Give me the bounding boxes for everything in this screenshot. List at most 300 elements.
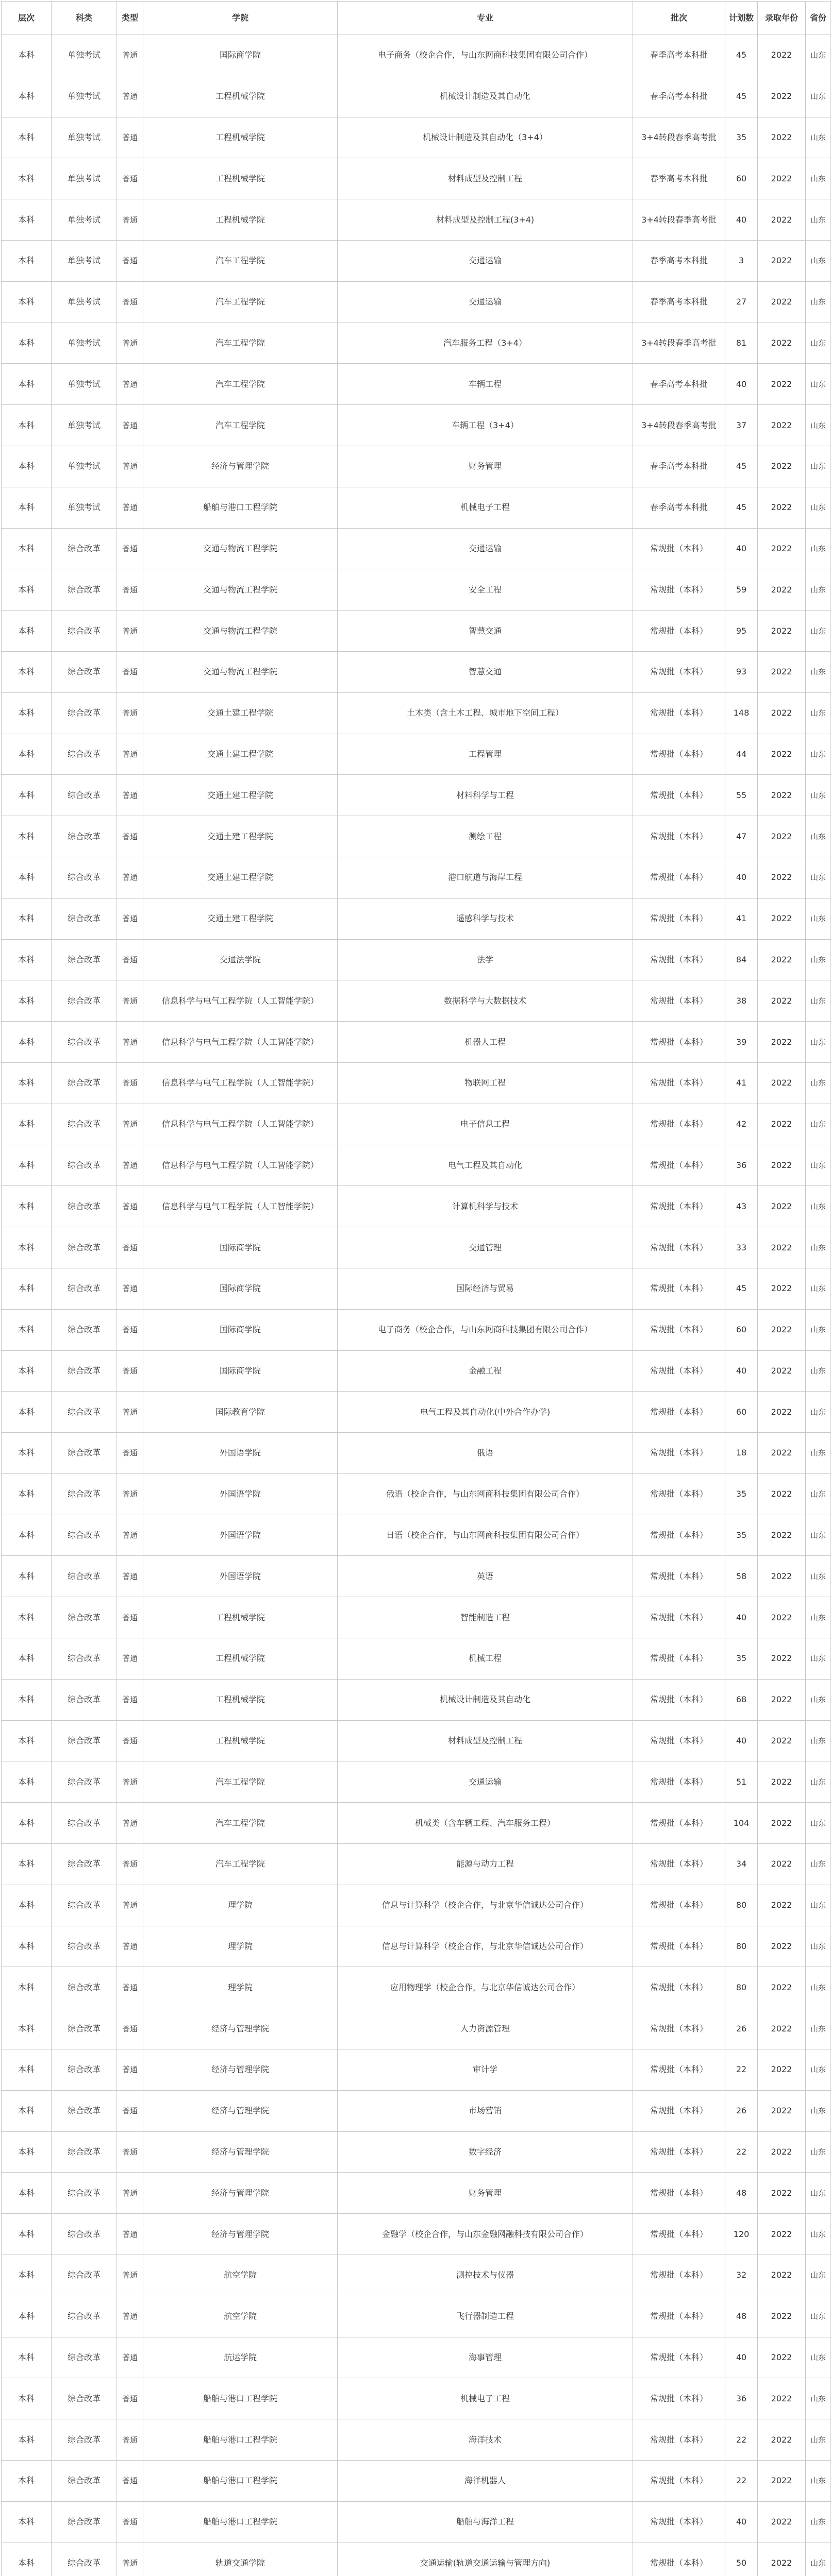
category-cell: 综合改革 — [52, 1392, 117, 1433]
category-cell: 综合改革 — [52, 528, 117, 569]
province-cell: 山东 — [806, 1104, 831, 1145]
year-cell: 2022 — [758, 2173, 806, 2214]
type-cell: 普通 — [117, 1268, 143, 1309]
college-cell: 交通与物流工程学院 — [143, 528, 338, 569]
plan-count-cell: 22 — [725, 2049, 758, 2091]
batch-cell: 春季高考本科批 — [633, 35, 725, 76]
plan-count-cell: 35 — [725, 1515, 758, 1556]
batch-cell: 常规批（本科） — [633, 569, 725, 611]
batch-cell: 3+4转段春季高考批 — [633, 117, 725, 158]
college-cell: 交通与物流工程学院 — [143, 569, 338, 611]
batch-cell: 常规批（本科） — [633, 1720, 725, 1761]
province-cell: 山东 — [806, 1268, 831, 1309]
category-cell: 单独考试 — [52, 117, 117, 158]
level-cell: 本科 — [2, 569, 52, 611]
college-cell: 信息科学与电气工程学院（人工智能学院） — [143, 1186, 338, 1227]
category-cell: 综合改革 — [52, 2461, 117, 2502]
column-header-batch: 批次 — [633, 2, 725, 35]
type-cell: 普通 — [117, 405, 143, 446]
type-cell: 普通 — [117, 2049, 143, 2091]
batch-cell: 春季高考本科批 — [633, 158, 725, 199]
category-cell: 综合改革 — [52, 1350, 117, 1392]
level-cell: 本科 — [2, 1186, 52, 1227]
province-cell: 山东 — [806, 487, 831, 528]
year-cell: 2022 — [758, 405, 806, 446]
year-cell: 2022 — [758, 816, 806, 857]
year-cell: 2022 — [758, 199, 806, 241]
table-row — [2, 1967, 831, 2008]
year-cell: 2022 — [758, 1967, 806, 2008]
year-cell: 2022 — [758, 281, 806, 323]
province-cell: 山东 — [806, 1309, 831, 1350]
type-cell: 普通 — [117, 1104, 143, 1145]
major-cell: 国际经济与贸易 — [338, 1268, 633, 1309]
table-row — [2, 1104, 831, 1145]
year-cell: 2022 — [758, 528, 806, 569]
college-cell: 信息科学与电气工程学院（人工智能学院） — [143, 1104, 338, 1145]
batch-cell: 常规批（本科） — [633, 2337, 725, 2378]
level-cell: 本科 — [2, 939, 52, 980]
college-cell: 汽车工程学院 — [143, 281, 338, 323]
table-row — [2, 323, 831, 364]
level-cell: 本科 — [2, 898, 52, 939]
major-cell: 机械类（含车辆工程、汽车服务工程） — [338, 1803, 633, 1844]
college-cell: 交通土建工程学院 — [143, 692, 338, 734]
college-cell: 交通法学院 — [143, 939, 338, 980]
batch-cell: 常规批（本科） — [633, 2214, 725, 2255]
major-cell: 市场营销 — [338, 2090, 633, 2131]
batch-cell: 常规批（本科） — [633, 1186, 725, 1227]
province-cell: 山东 — [806, 1227, 831, 1268]
batch-cell: 常规批（本科） — [633, 1844, 725, 1885]
type-cell: 普通 — [117, 816, 143, 857]
plan-count-cell: 40 — [725, 199, 758, 241]
level-cell: 本科 — [2, 1268, 52, 1309]
batch-cell: 常规批（本科） — [633, 1022, 725, 1063]
table-row — [2, 1227, 831, 1268]
category-cell: 综合改革 — [52, 2501, 117, 2543]
year-cell: 2022 — [758, 2337, 806, 2378]
major-cell: 法学 — [338, 939, 633, 980]
batch-cell: 常规批（本科） — [633, 734, 725, 775]
level-cell: 本科 — [2, 1104, 52, 1145]
type-cell: 普通 — [117, 1515, 143, 1556]
plan-count-cell: 22 — [725, 2131, 758, 2173]
college-cell: 航空学院 — [143, 2255, 338, 2296]
plan-count-cell: 148 — [725, 692, 758, 734]
table-row — [2, 1885, 831, 1926]
major-cell: 应用物理学（校企合作，与北京华信诚达公司合作） — [338, 1967, 633, 2008]
province-cell: 山东 — [806, 1186, 831, 1227]
college-cell: 交通土建工程学院 — [143, 816, 338, 857]
category-cell: 综合改革 — [52, 1679, 117, 1720]
type-cell: 普通 — [117, 1844, 143, 1885]
major-cell: 电气工程及其自动化 — [338, 1145, 633, 1186]
year-cell: 2022 — [758, 1309, 806, 1350]
province-cell: 山东 — [806, 158, 831, 199]
college-cell: 航空学院 — [143, 2296, 338, 2337]
type-cell: 普通 — [117, 898, 143, 939]
table-row — [2, 364, 831, 405]
table-row — [2, 2214, 831, 2255]
year-cell: 2022 — [758, 775, 806, 816]
province-cell: 山东 — [806, 1145, 831, 1186]
year-cell: 2022 — [758, 2008, 806, 2049]
level-cell: 本科 — [2, 980, 52, 1022]
type-cell: 普通 — [117, 1392, 143, 1433]
province-cell: 山东 — [806, 2008, 831, 2049]
year-cell: 2022 — [758, 1803, 806, 1844]
year-cell: 2022 — [758, 2214, 806, 2255]
plan-count-cell: 40 — [725, 2337, 758, 2378]
level-cell: 本科 — [2, 2090, 52, 2131]
level-cell: 本科 — [2, 857, 52, 898]
table-row — [2, 569, 831, 611]
table-row — [2, 528, 831, 569]
year-cell: 2022 — [758, 2131, 806, 2173]
college-cell: 外国语学院 — [143, 1433, 338, 1474]
batch-cell: 常规批（本科） — [633, 816, 725, 857]
college-cell: 汽车工程学院 — [143, 1844, 338, 1885]
column-header-level: 层次 — [2, 2, 52, 35]
province-cell: 山东 — [806, 1844, 831, 1885]
year-cell: 2022 — [758, 2501, 806, 2543]
plan-count-cell: 59 — [725, 569, 758, 611]
category-cell: 综合改革 — [52, 898, 117, 939]
level-cell: 本科 — [2, 2501, 52, 2543]
category-cell: 单独考试 — [52, 364, 117, 405]
major-cell: 金融工程 — [338, 1350, 633, 1392]
batch-cell: 常规批（本科） — [633, 1885, 725, 1926]
province-cell: 山东 — [806, 1967, 831, 2008]
level-cell: 本科 — [2, 1309, 52, 1350]
type-cell: 普通 — [117, 1145, 143, 1186]
plan-count-cell: 45 — [725, 1268, 758, 1309]
college-cell: 经济与管理学院 — [143, 2173, 338, 2214]
plan-count-cell: 40 — [725, 857, 758, 898]
table-row — [2, 816, 831, 857]
year-cell: 2022 — [758, 1761, 806, 1803]
college-cell: 汽车工程学院 — [143, 364, 338, 405]
category-cell: 单独考试 — [52, 323, 117, 364]
category-cell: 综合改革 — [52, 2214, 117, 2255]
category-cell: 综合改革 — [52, 2131, 117, 2173]
plan-count-cell: 48 — [725, 2173, 758, 2214]
major-cell: 俄语（校企合作，与山东网商科技集团有限公司合作） — [338, 1473, 633, 1515]
batch-cell: 3+4转段春季高考批 — [633, 199, 725, 241]
college-cell: 船舶与港口工程学院 — [143, 2419, 338, 2461]
major-cell: 机械电子工程 — [338, 2378, 633, 2419]
type-cell: 普通 — [117, 692, 143, 734]
plan-count-cell: 35 — [725, 1473, 758, 1515]
batch-cell: 3+4转段春季高考批 — [633, 405, 725, 446]
plan-count-cell: 50 — [725, 2543, 758, 2576]
category-cell: 单独考试 — [52, 199, 117, 241]
batch-cell: 常规批（本科） — [633, 1515, 725, 1556]
batch-cell: 常规批（本科） — [633, 2008, 725, 2049]
batch-cell: 常规批（本科） — [633, 1350, 725, 1392]
province-cell: 山东 — [806, 651, 831, 692]
table-row — [2, 611, 831, 652]
year-cell: 2022 — [758, 2090, 806, 2131]
plan-count-cell: 26 — [725, 2008, 758, 2049]
type-cell: 普通 — [117, 1638, 143, 1680]
batch-cell: 常规批（本科） — [633, 2419, 725, 2461]
table-row — [2, 487, 831, 528]
college-cell: 交通土建工程学院 — [143, 734, 338, 775]
plan-count-cell: 84 — [725, 939, 758, 980]
level-cell: 本科 — [2, 76, 52, 117]
college-cell: 汽车工程学院 — [143, 240, 338, 281]
type-cell: 普通 — [117, 364, 143, 405]
table-row — [2, 1268, 831, 1309]
major-cell: 审计学 — [338, 2049, 633, 2091]
plan-count-cell: 35 — [725, 117, 758, 158]
category-cell: 单独考试 — [52, 487, 117, 528]
level-cell: 本科 — [2, 1227, 52, 1268]
level-cell: 本科 — [2, 692, 52, 734]
type-cell: 普通 — [117, 611, 143, 652]
province-cell: 山东 — [806, 35, 831, 76]
province-cell: 山东 — [806, 1515, 831, 1556]
type-cell: 普通 — [117, 2214, 143, 2255]
province-cell: 山东 — [806, 1885, 831, 1926]
level-cell: 本科 — [2, 2173, 52, 2214]
type-cell: 普通 — [117, 76, 143, 117]
plan-count-cell: 40 — [725, 2501, 758, 2543]
type-cell: 普通 — [117, 857, 143, 898]
category-cell: 综合改革 — [52, 980, 117, 1022]
table-row — [2, 1309, 831, 1350]
year-cell: 2022 — [758, 2378, 806, 2419]
batch-cell: 春季高考本科批 — [633, 446, 725, 487]
table-row — [2, 939, 831, 980]
table-row — [2, 240, 831, 281]
plan-count-cell: 40 — [725, 364, 758, 405]
type-cell: 普通 — [117, 1926, 143, 1967]
plan-count-cell: 40 — [725, 1597, 758, 1638]
year-cell: 2022 — [758, 1556, 806, 1597]
type-cell: 普通 — [117, 2131, 143, 2173]
level-cell: 本科 — [2, 1473, 52, 1515]
year-cell: 2022 — [758, 1844, 806, 1885]
batch-cell: 常规批（本科） — [633, 528, 725, 569]
batch-cell: 常规批（本科） — [633, 1309, 725, 1350]
category-cell: 综合改革 — [52, 1803, 117, 1844]
batch-cell: 常规批（本科） — [633, 1433, 725, 1474]
province-cell: 山东 — [806, 2501, 831, 2543]
table-row — [2, 199, 831, 241]
college-cell: 经济与管理学院 — [143, 2008, 338, 2049]
table-row — [2, 1844, 831, 1885]
province-cell: 山东 — [806, 2419, 831, 2461]
plan-count-cell: 18 — [725, 1433, 758, 1474]
college-cell: 工程机械学院 — [143, 1720, 338, 1761]
batch-cell: 常规批（本科） — [633, 2378, 725, 2419]
level-cell: 本科 — [2, 2131, 52, 2173]
major-cell: 海事管理 — [338, 2337, 633, 2378]
plan-count-cell: 60 — [725, 1392, 758, 1433]
year-cell: 2022 — [758, 1268, 806, 1309]
type-cell: 普通 — [117, 117, 143, 158]
table-row — [2, 980, 831, 1022]
table-row — [2, 898, 831, 939]
category-cell: 综合改革 — [52, 1761, 117, 1803]
college-cell: 交通与物流工程学院 — [143, 611, 338, 652]
category-cell: 单独考试 — [52, 446, 117, 487]
batch-cell: 常规批（本科） — [633, 2090, 725, 2131]
college-cell: 信息科学与电气工程学院（人工智能学院） — [143, 1062, 338, 1104]
category-cell: 综合改革 — [52, 2337, 117, 2378]
category-cell: 综合改革 — [52, 1556, 117, 1597]
plan-count-cell: 36 — [725, 1145, 758, 1186]
category-cell: 综合改革 — [52, 1473, 117, 1515]
category-cell: 综合改革 — [52, 1062, 117, 1104]
college-cell: 信息科学与电气工程学院（人工智能学院） — [143, 1145, 338, 1186]
plan-count-cell: 48 — [725, 2296, 758, 2337]
type-cell: 普通 — [117, 1885, 143, 1926]
year-cell: 2022 — [758, 1145, 806, 1186]
college-cell: 国际教育学院 — [143, 1392, 338, 1433]
batch-cell: 常规批（本科） — [633, 2296, 725, 2337]
plan-count-cell: 36 — [725, 2378, 758, 2419]
college-cell: 理学院 — [143, 1885, 338, 1926]
batch-cell: 常规批（本科） — [633, 1967, 725, 2008]
college-cell: 经济与管理学院 — [143, 446, 338, 487]
category-cell: 综合改革 — [52, 1515, 117, 1556]
level-cell: 本科 — [2, 2337, 52, 2378]
plan-count-cell: 55 — [725, 775, 758, 816]
college-cell: 船舶与港口工程学院 — [143, 2461, 338, 2502]
table-row — [2, 117, 831, 158]
major-cell: 物联网工程 — [338, 1062, 633, 1104]
column-header-year: 录取年份 — [758, 2, 806, 35]
category-cell: 综合改革 — [52, 1926, 117, 1967]
level-cell: 本科 — [2, 2008, 52, 2049]
year-cell: 2022 — [758, 158, 806, 199]
plan-count-cell: 32 — [725, 2255, 758, 2296]
table-row — [2, 2296, 831, 2337]
batch-cell: 春季高考本科批 — [633, 240, 725, 281]
major-cell: 智慧交通 — [338, 611, 633, 652]
college-cell: 经济与管理学院 — [143, 2049, 338, 2091]
level-cell: 本科 — [2, 199, 52, 241]
plan-count-cell: 68 — [725, 1679, 758, 1720]
table-row — [2, 1392, 831, 1433]
type-cell: 普通 — [117, 1720, 143, 1761]
year-cell: 2022 — [758, 2296, 806, 2337]
table-row — [2, 2131, 831, 2173]
level-cell: 本科 — [2, 651, 52, 692]
category-cell: 综合改革 — [52, 2296, 117, 2337]
batch-cell: 常规批（本科） — [633, 611, 725, 652]
batch-cell: 常规批（本科） — [633, 2461, 725, 2502]
level-cell: 本科 — [2, 1433, 52, 1474]
province-cell: 山东 — [806, 2255, 831, 2296]
major-cell: 材料成型及控制工程(3+4) — [338, 199, 633, 241]
batch-cell: 春季高考本科批 — [633, 364, 725, 405]
college-cell: 航运学院 — [143, 2337, 338, 2378]
major-cell: 俄语 — [338, 1433, 633, 1474]
major-cell: 日语（校企合作，与山东网商科技集团有限公司合作） — [338, 1515, 633, 1556]
province-cell: 山东 — [806, 1803, 831, 1844]
batch-cell: 春季高考本科批 — [633, 487, 725, 528]
level-cell: 本科 — [2, 2214, 52, 2255]
column-header-category: 科类 — [52, 2, 117, 35]
college-cell: 汽车工程学院 — [143, 405, 338, 446]
province-cell: 山东 — [806, 2173, 831, 2214]
table-row — [2, 1720, 831, 1761]
college-cell: 汽车工程学院 — [143, 1761, 338, 1803]
year-cell: 2022 — [758, 1720, 806, 1761]
level-cell: 本科 — [2, 528, 52, 569]
major-cell: 机械设计制造及其自动化（3+4） — [338, 117, 633, 158]
type-cell: 普通 — [117, 1967, 143, 2008]
category-cell: 综合改革 — [52, 569, 117, 611]
plan-count-cell: 60 — [725, 158, 758, 199]
major-cell: 计算机科学与技术 — [338, 1186, 633, 1227]
year-cell: 2022 — [758, 1104, 806, 1145]
college-cell: 外国语学院 — [143, 1473, 338, 1515]
province-cell: 山东 — [806, 816, 831, 857]
level-cell: 本科 — [2, 1761, 52, 1803]
province-cell: 山东 — [806, 1433, 831, 1474]
table-row — [2, 1803, 831, 1844]
batch-cell: 常规批（本科） — [633, 2501, 725, 2543]
type-cell: 普通 — [117, 2378, 143, 2419]
category-cell: 综合改革 — [52, 1309, 117, 1350]
year-cell: 2022 — [758, 1885, 806, 1926]
province-cell: 山东 — [806, 1679, 831, 1720]
column-header-province: 省份 — [806, 2, 831, 35]
level-cell: 本科 — [2, 1885, 52, 1926]
level-cell: 本科 — [2, 281, 52, 323]
plan-count-cell: 45 — [725, 35, 758, 76]
table-row — [2, 405, 831, 446]
province-cell: 山东 — [806, 2543, 831, 2576]
category-cell: 综合改革 — [52, 816, 117, 857]
major-cell: 信息与计算科学（校企合作，与北京华信诚达公司合作） — [338, 1885, 633, 1926]
type-cell: 普通 — [117, 734, 143, 775]
province-cell: 山东 — [806, 528, 831, 569]
batch-cell: 3+4转段春季高考批 — [633, 323, 725, 364]
table-row — [2, 76, 831, 117]
year-cell: 2022 — [758, 980, 806, 1022]
admission-plan-table — [1, 1, 831, 2576]
province-cell: 山东 — [806, 446, 831, 487]
year-cell: 2022 — [758, 1186, 806, 1227]
table-row — [2, 1186, 831, 1227]
level-cell: 本科 — [2, 1350, 52, 1392]
category-cell: 综合改革 — [52, 2173, 117, 2214]
type-cell: 普通 — [117, 1227, 143, 1268]
type-cell: 普通 — [117, 939, 143, 980]
batch-cell: 常规批（本科） — [633, 2173, 725, 2214]
year-cell: 2022 — [758, 692, 806, 734]
province-cell: 山东 — [806, 323, 831, 364]
table-row — [2, 1145, 831, 1186]
table-row — [2, 2090, 831, 2131]
batch-cell: 常规批（本科） — [633, 1268, 725, 1309]
category-cell: 综合改革 — [52, 2419, 117, 2461]
province-cell: 山东 — [806, 1556, 831, 1597]
province-cell: 山东 — [806, 1062, 831, 1104]
college-cell: 信息科学与电气工程学院（人工智能学院） — [143, 1022, 338, 1063]
type-cell: 普通 — [117, 2173, 143, 2214]
batch-cell: 常规批（本科） — [633, 1926, 725, 1967]
province-cell: 山东 — [806, 980, 831, 1022]
column-header-plan-count: 计划数 — [725, 2, 758, 35]
